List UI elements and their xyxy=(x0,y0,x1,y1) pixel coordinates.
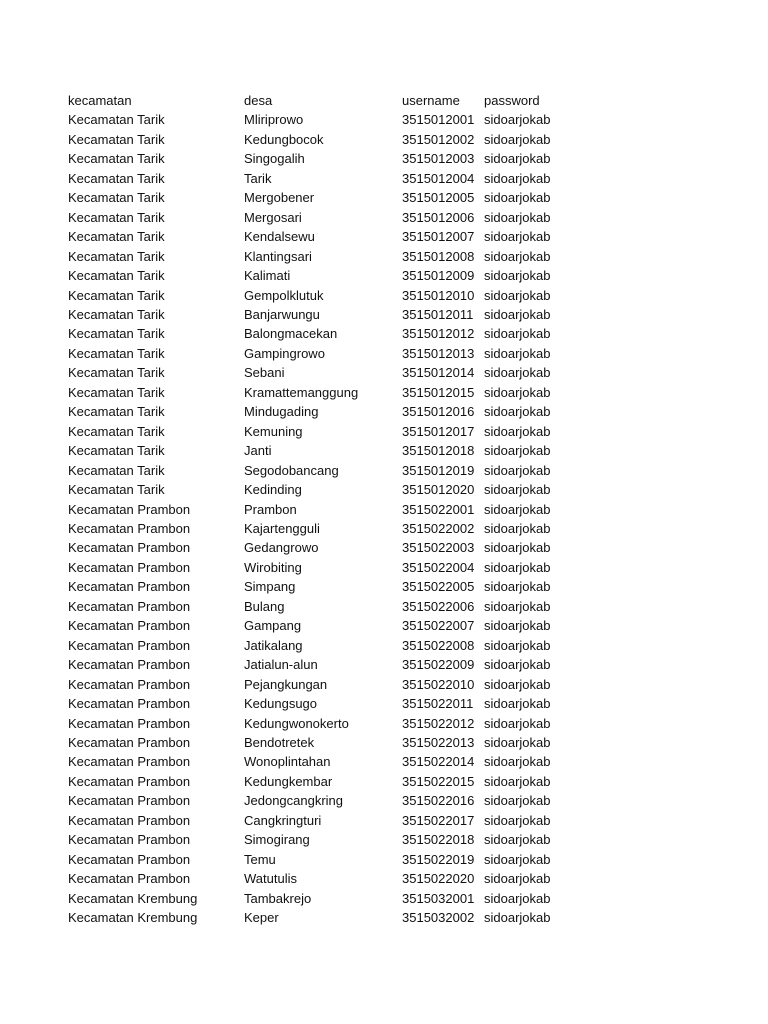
cell-username: 3515012005 xyxy=(402,190,475,206)
cell-kecamatan: Kecamatan Prambon xyxy=(68,520,191,536)
cell-kecamatan: Kecamatan Tarik xyxy=(68,384,165,400)
table-row xyxy=(68,850,574,869)
cell-kecamatan: Kecamatan Krembung xyxy=(68,890,198,906)
table-row xyxy=(68,558,574,577)
table-row xyxy=(68,208,574,227)
table-row xyxy=(68,694,574,713)
cell-password: sidoarjokab xyxy=(484,248,551,264)
cell-kecamatan: Kecamatan Tarik xyxy=(68,287,165,303)
cell-username: 3515022020 xyxy=(402,871,475,887)
cell-password: sidoarjokab xyxy=(484,579,551,595)
cell-password: sidoarjokab xyxy=(484,384,551,400)
cell-password: sidoarjokab xyxy=(484,832,551,848)
cell-password: sidoarjokab xyxy=(484,404,551,420)
cell-username: 3515012009 xyxy=(402,268,475,284)
cell-username: 3515032002 xyxy=(402,910,475,926)
table-row xyxy=(68,247,574,266)
cell-kecamatan: Kecamatan Tarik xyxy=(68,131,165,147)
table-row xyxy=(68,383,574,402)
cell-desa: Gampang xyxy=(244,618,302,634)
cell-username: 3515022003 xyxy=(402,540,475,556)
table-row xyxy=(68,577,574,596)
cell-username: 3515012011 xyxy=(402,306,474,322)
cell-password: sidoarjokab xyxy=(484,326,551,342)
cell-desa: Kramattemanggung xyxy=(244,384,359,400)
cell-kecamatan: Kecamatan Krembung xyxy=(68,910,198,926)
cell-desa: Prambon xyxy=(244,501,297,517)
cell-desa: Kendalsewu xyxy=(244,229,315,245)
table-row xyxy=(68,733,574,752)
cell-password: sidoarjokab xyxy=(484,190,551,206)
cell-username: 3515012015 xyxy=(402,384,475,400)
cell-username: 3515022002 xyxy=(402,520,475,536)
cell-desa: Gempolklutuk xyxy=(244,287,324,303)
cell-password: sidoarjokab xyxy=(484,501,551,517)
cell-username: 3515012018 xyxy=(402,443,475,459)
header-row xyxy=(68,91,574,110)
cell-desa: Mergobener xyxy=(244,190,315,206)
table-row xyxy=(68,636,574,655)
cell-kecamatan: Kecamatan Tarik xyxy=(68,190,165,206)
cell-desa: Gedangrowo xyxy=(244,540,319,556)
cell-desa: Kedinding xyxy=(244,482,302,498)
cell-kecamatan: Kecamatan Prambon xyxy=(68,754,191,770)
cell-username: 3515012020 xyxy=(402,482,475,498)
cell-desa: Mindugading xyxy=(244,404,319,420)
cell-kecamatan: Kecamatan Tarik xyxy=(68,482,165,498)
cell-username: 3515012004 xyxy=(402,170,475,186)
cell-kecamatan: Kecamatan Prambon xyxy=(68,618,191,634)
cell-kecamatan: Kecamatan Prambon xyxy=(68,696,191,712)
table-row xyxy=(68,344,574,363)
cell-password: sidoarjokab xyxy=(484,345,551,361)
cell-kecamatan: Kecamatan Prambon xyxy=(68,598,191,614)
table-row xyxy=(68,500,574,519)
table-row xyxy=(68,889,574,908)
cell-kecamatan: Kecamatan Prambon xyxy=(68,832,191,848)
cell-kecamatan: Kecamatan Prambon xyxy=(68,871,191,887)
cell-kecamatan: Kecamatan Tarik xyxy=(68,229,165,245)
table-row xyxy=(68,227,574,246)
table-row xyxy=(68,266,574,285)
cell-username: 3515022004 xyxy=(402,559,475,575)
cell-password: sidoarjokab xyxy=(484,696,551,712)
table-row xyxy=(68,675,574,694)
cell-username: 3515022006 xyxy=(402,598,475,614)
cell-username: 3515022017 xyxy=(402,812,475,828)
cell-password: sidoarjokab xyxy=(484,812,551,828)
cell-password: sidoarjokab xyxy=(484,365,551,381)
cell-desa: Banjarwungu xyxy=(244,306,320,322)
cell-desa: Cangkringturi xyxy=(244,812,322,828)
cell-username: 3515012016 xyxy=(402,404,475,420)
cell-username: 3515022015 xyxy=(402,773,475,789)
cell-kecamatan: Kecamatan Tarik xyxy=(68,345,165,361)
cell-password: sidoarjokab xyxy=(484,598,551,614)
table-row xyxy=(68,169,574,188)
cell-kecamatan: Kecamatan Tarik xyxy=(68,112,165,128)
cell-password: sidoarjokab xyxy=(484,306,551,322)
cell-password: sidoarjokab xyxy=(484,462,551,478)
cell-kecamatan: Kecamatan Prambon xyxy=(68,579,191,595)
cell-kecamatan: Kecamatan Prambon xyxy=(68,812,191,828)
cell-desa: Wonoplintahan xyxy=(244,754,331,770)
cell-password: sidoarjokab xyxy=(484,910,551,926)
table-row xyxy=(68,752,574,771)
cell-username: 3515012019 xyxy=(402,462,475,478)
cell-password: sidoarjokab xyxy=(484,618,551,634)
cell-desa: Klantingsari xyxy=(244,248,312,264)
cell-password: sidoarjokab xyxy=(484,559,551,575)
cell-password: sidoarjokab xyxy=(484,890,551,906)
cell-desa: Segodobancang xyxy=(244,462,339,478)
cell-desa: Tarik xyxy=(244,170,272,186)
cell-password: sidoarjokab xyxy=(484,482,551,498)
cell-password: sidoarjokab xyxy=(484,851,551,867)
cell-password: sidoarjokab xyxy=(484,871,551,887)
cell-kecamatan: Kecamatan Prambon xyxy=(68,540,191,556)
cell-desa: Bulang xyxy=(244,598,285,614)
table-row xyxy=(68,402,574,421)
cell-username: 3515012013 xyxy=(402,345,475,361)
table-row xyxy=(68,538,574,557)
cell-password: sidoarjokab xyxy=(484,112,551,128)
table-row xyxy=(68,324,574,343)
cell-username: 3515012010 xyxy=(402,287,475,303)
cell-kecamatan: Kecamatan Prambon xyxy=(68,715,191,731)
cell-username: 3515012008 xyxy=(402,248,475,264)
cell-kecamatan: Kecamatan Tarik xyxy=(68,462,165,478)
cell-username: 3515022011 xyxy=(402,696,474,712)
table-row xyxy=(68,772,574,791)
cell-desa: Janti xyxy=(244,443,272,459)
cell-desa: Wirobiting xyxy=(244,559,302,575)
cell-desa: Kedungkembar xyxy=(244,773,333,789)
table-row xyxy=(68,363,574,382)
table-row xyxy=(68,869,574,888)
cell-kecamatan: Kecamatan Tarik xyxy=(68,209,165,225)
cell-username: 3515022009 xyxy=(402,657,475,673)
cell-kecamatan: Kecamatan Prambon xyxy=(68,773,191,789)
table-row xyxy=(68,655,574,674)
table-row xyxy=(68,908,574,927)
cell-password: sidoarjokab xyxy=(484,443,551,459)
cell-kecamatan: Kecamatan Tarik xyxy=(68,170,165,186)
table-row xyxy=(68,480,574,499)
cell-username: 3515022008 xyxy=(402,637,475,653)
table-body xyxy=(68,110,574,927)
cell-desa: Simpang xyxy=(244,579,296,595)
cell-kecamatan: Kecamatan Tarik xyxy=(68,248,165,264)
table-row xyxy=(68,441,574,460)
cell-password: sidoarjokab xyxy=(484,676,551,692)
table-row xyxy=(68,616,574,635)
header-username: username xyxy=(402,93,460,108)
table-row xyxy=(68,830,574,849)
cell-password: sidoarjokab xyxy=(484,715,551,731)
header-kecamatan: kecamatan xyxy=(68,93,132,108)
header-password: password xyxy=(484,93,540,108)
cell-username: 3515022012 xyxy=(402,715,475,731)
cell-desa: Kajartengguli xyxy=(244,520,320,536)
cell-password: sidoarjokab xyxy=(484,734,551,750)
table-row xyxy=(68,305,574,324)
cell-username: 3515022019 xyxy=(402,851,475,867)
cell-kecamatan: Kecamatan Tarik xyxy=(68,365,165,381)
cell-kecamatan: Kecamatan Tarik xyxy=(68,306,165,322)
table-row xyxy=(68,714,574,733)
cell-kecamatan: Kecamatan Prambon xyxy=(68,676,191,692)
cell-desa: Tambakrejo xyxy=(244,890,312,906)
cell-username: 3515012007 xyxy=(402,229,475,245)
table-row xyxy=(68,791,574,810)
cell-desa: Kedungwonokerto xyxy=(244,715,349,731)
cell-username: 3515022018 xyxy=(402,832,475,848)
cell-desa: Mliriprowo xyxy=(244,112,304,128)
cell-kecamatan: Kecamatan Prambon xyxy=(68,793,191,809)
cell-password: sidoarjokab xyxy=(484,540,551,556)
cell-password: sidoarjokab xyxy=(484,287,551,303)
cell-desa: Kemuning xyxy=(244,423,303,439)
table-row xyxy=(68,149,574,168)
cell-username: 3515012001 xyxy=(402,112,475,128)
credentials-table xyxy=(68,91,574,927)
cell-desa: Temu xyxy=(244,851,276,867)
cell-desa: Kalimati xyxy=(244,268,291,284)
cell-password: sidoarjokab xyxy=(484,423,551,439)
cell-desa: Jedongcangkring xyxy=(244,793,344,809)
cell-password: sidoarjokab xyxy=(484,637,551,653)
cell-desa: Jatikalang xyxy=(244,637,303,653)
cell-kecamatan: Kecamatan Prambon xyxy=(68,657,191,673)
cell-password: sidoarjokab xyxy=(484,268,551,284)
cell-kecamatan: Kecamatan Tarik xyxy=(68,151,165,167)
cell-username: 3515022010 xyxy=(402,676,475,692)
cell-desa: Jatialun-alun xyxy=(244,657,318,673)
table-row xyxy=(68,461,574,480)
cell-desa: Mergosari xyxy=(244,209,302,225)
cell-username: 3515012006 xyxy=(402,209,475,225)
cell-kecamatan: Kecamatan Tarik xyxy=(68,268,165,284)
cell-password: sidoarjokab xyxy=(484,754,551,770)
cell-password: sidoarjokab xyxy=(484,793,551,809)
cell-desa: Gampingrowo xyxy=(244,345,325,361)
cell-username: 3515012012 xyxy=(402,326,475,342)
cell-username: 3515012014 xyxy=(402,365,475,381)
cell-username: 3515022001 xyxy=(402,501,475,517)
cell-kecamatan: Kecamatan Prambon xyxy=(68,851,191,867)
cell-username: 3515012002 xyxy=(402,131,475,147)
table-row xyxy=(68,811,574,830)
cell-username: 3515022014 xyxy=(402,754,475,770)
cell-kecamatan: Kecamatan Prambon xyxy=(68,734,191,750)
header-desa: desa xyxy=(244,93,273,108)
table-row xyxy=(68,597,574,616)
cell-desa: Bendotretek xyxy=(244,734,315,750)
table-row xyxy=(68,286,574,305)
cell-username: 3515022005 xyxy=(402,579,475,595)
cell-username: 3515022007 xyxy=(402,618,475,634)
cell-desa: Watutulis xyxy=(244,871,297,887)
cell-kecamatan: Kecamatan Tarik xyxy=(68,443,165,459)
cell-password: sidoarjokab xyxy=(484,520,551,536)
cell-desa: Pejangkungan xyxy=(244,676,328,692)
table-row xyxy=(68,519,574,538)
cell-desa: Kedungsugo xyxy=(244,696,318,712)
cell-username: 3515012017 xyxy=(402,423,475,439)
cell-desa: Keper xyxy=(244,910,279,926)
cell-username: 3515032001 xyxy=(402,890,475,906)
cell-username: 3515022016 xyxy=(402,793,475,809)
table-row xyxy=(68,110,574,129)
table-row xyxy=(68,188,574,207)
cell-password: sidoarjokab xyxy=(484,773,551,789)
table-row xyxy=(68,130,574,149)
cell-password: sidoarjokab xyxy=(484,657,551,673)
cell-kecamatan: Kecamatan Tarik xyxy=(68,326,165,342)
cell-username: 3515022013 xyxy=(402,734,475,750)
cell-desa: Kedungbocok xyxy=(244,131,324,147)
table-row xyxy=(68,422,574,441)
cell-password: sidoarjokab xyxy=(484,151,551,167)
cell-kecamatan: Kecamatan Tarik xyxy=(68,423,165,439)
cell-password: sidoarjokab xyxy=(484,131,551,147)
cell-password: sidoarjokab xyxy=(484,170,551,186)
cell-username: 3515012003 xyxy=(402,151,475,167)
cell-desa: Sebani xyxy=(244,365,285,381)
cell-password: sidoarjokab xyxy=(484,229,551,245)
cell-kecamatan: Kecamatan Prambon xyxy=(68,637,191,653)
cell-kecamatan: Kecamatan Prambon xyxy=(68,501,191,517)
cell-kecamatan: Kecamatan Prambon xyxy=(68,559,191,575)
cell-desa: Simogirang xyxy=(244,832,310,848)
cell-desa: Balongmacekan xyxy=(244,326,338,342)
cell-kecamatan: Kecamatan Tarik xyxy=(68,404,165,420)
cell-desa: Singogalih xyxy=(244,151,305,167)
cell-password: sidoarjokab xyxy=(484,209,551,225)
